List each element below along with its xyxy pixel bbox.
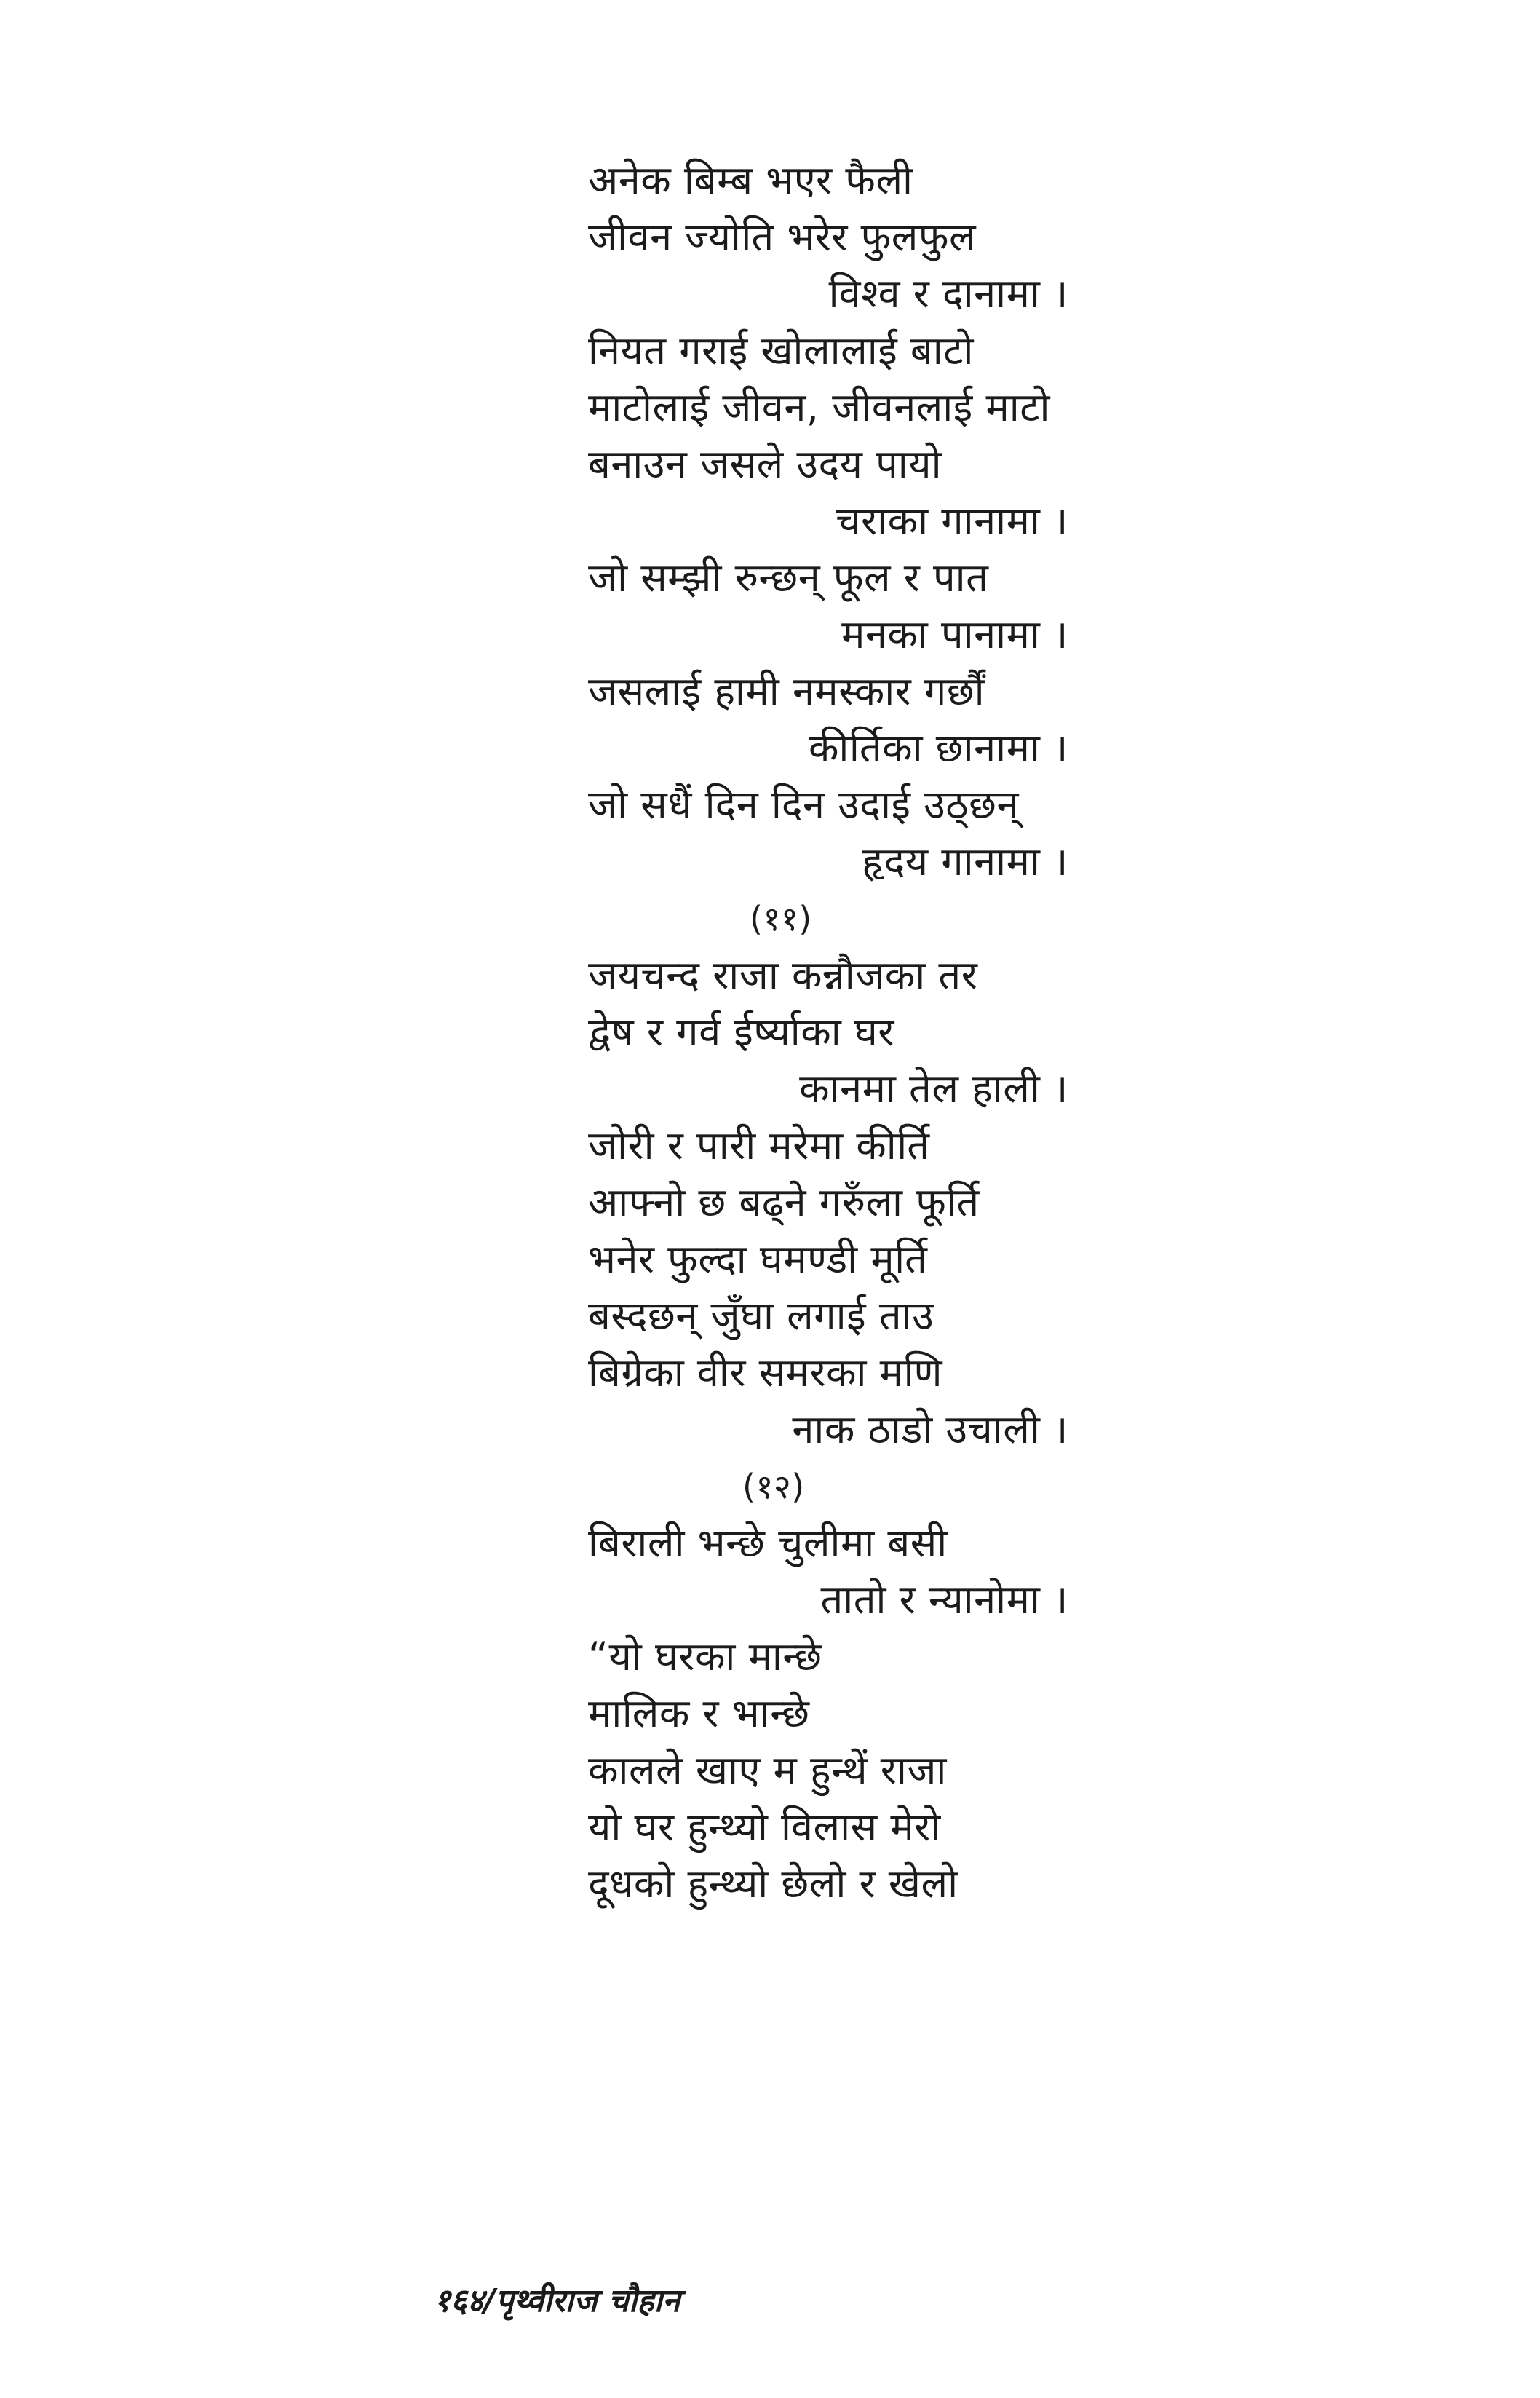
verse-line: बिराली भन्छे चुलीमा बसी [588,1520,948,1566]
page-footer: १६४/पृथ्वीराज चौहान [434,2282,680,2319]
verse-refrain: नाक ठाडो उचाली । [792,1406,1068,1452]
verse-refrain: हृदय गानामा । [862,839,1068,885]
verse-line: यो घर हुन्थ्यो विलास मेरो [588,1804,941,1850]
verse-line: द्वेष र गर्व ईर्ष्याका घर [588,1009,894,1055]
verse-line: मालिक र भान्छे [588,1690,810,1736]
verse-refrain: चराका गानामा । [836,498,1068,544]
verse-line: “यो घरका मान्छे [588,1634,822,1679]
verse-refrain: मनका पानामा । [841,612,1068,657]
verse-line: जीवन ज्योति भरेर फुलफुल [588,214,977,260]
verse-line: दूधको हुन्थ्यो छेलो र खेलो [588,1861,958,1907]
verse-line: कालले खाए म हुन्थें राजा [588,1747,947,1793]
verse-refrain: कीर्तिका छानामा । [808,725,1068,771]
verse-line: आफ्नो छ बढ्ने गरुँला फूर्ति [588,1179,980,1225]
verse-line: जसलाई हामी नमस्कार गर्छौं [588,668,985,714]
verse-line: अनेक बिम्ब भएर फैली [588,157,913,203]
verse-line: बिग्रेका वीर समरका मणि [588,1350,942,1396]
verse-line: बनाउन जसले उदय पायो [588,441,942,487]
verse-line: बस्दछन् जुँघा लगाई ताउ [588,1293,934,1339]
verse-line: नियत गराई खोलालाई बाटो [588,328,974,373]
verse-line: जयचन्द राजा कन्नौजका तर [588,952,978,998]
verse-line: माटोलाई जीवन, जीवनलाई माटो [588,384,1050,430]
stanza-number: (११) [750,899,812,938]
verse-line: जो सम्झी रुन्छन् फूल र पात [588,555,989,601]
verse-line: जो सधैं दिन दिन उदाई उठ्छन् [588,782,1019,828]
verse-refrain: विश्व र दानामा । [828,271,1068,317]
stanza-number: (१२) [742,1467,805,1506]
verse-line: जोरी र पारी मरेमा कीर्ति [588,1123,930,1168]
verse-refrain: कानमा तेल हाली । [799,1066,1068,1112]
verse-line: भनेर फुल्दा घमण्डी मूर्ति [588,1236,928,1282]
verse-refrain: तातो र न्यानोमा । [820,1577,1068,1623]
